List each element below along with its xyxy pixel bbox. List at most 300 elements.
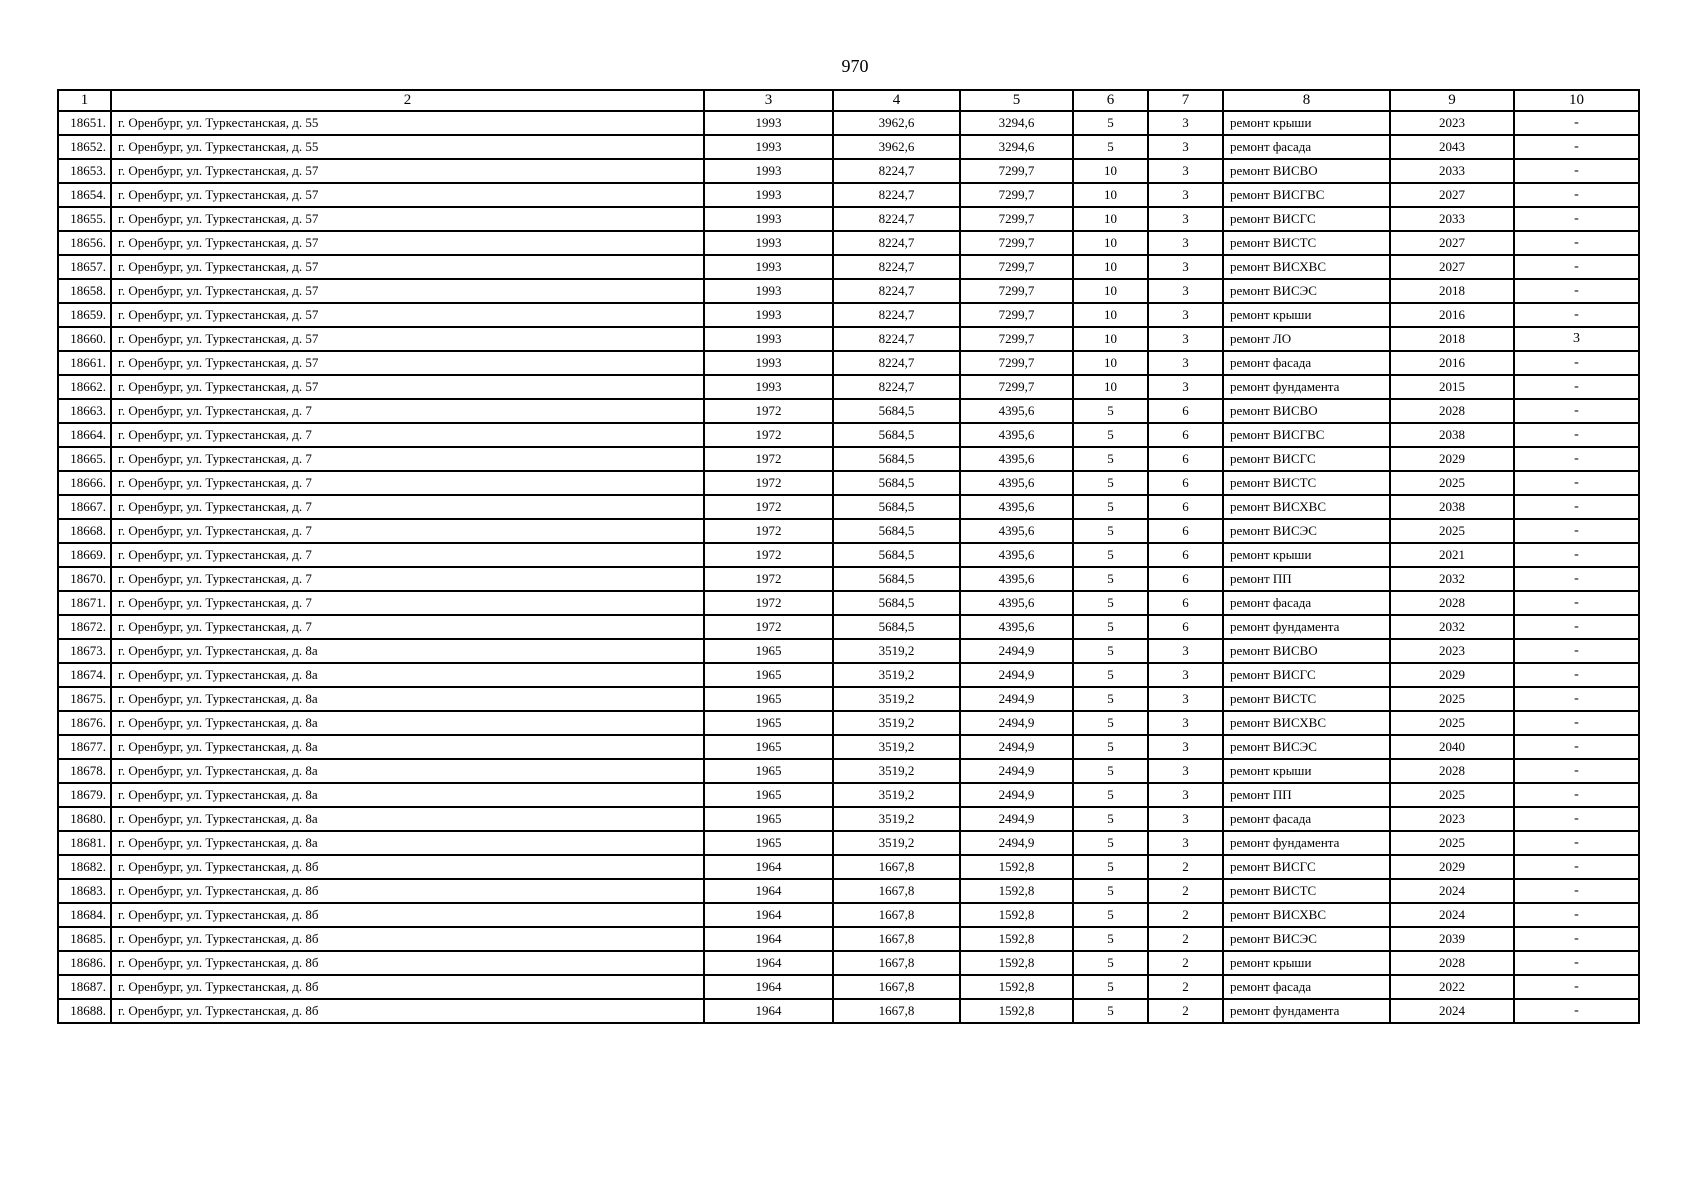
cell-planned-year: 2025: [1390, 831, 1514, 855]
cell-row-number: 18660.: [58, 327, 111, 351]
cell-build-year: 1972: [704, 519, 833, 543]
cell-floors: 5: [1073, 567, 1148, 591]
cell-floors: 5: [1073, 759, 1148, 783]
table-row: [58, 879, 1639, 903]
cell-address: г. Оренбург, ул. Туркестанская, д. 8а: [111, 735, 704, 759]
table-row: [58, 135, 1639, 159]
cell-total-area: 1667,8: [833, 903, 960, 927]
cell-build-year: 1993: [704, 351, 833, 375]
cell-living-area: 2494,9: [960, 783, 1073, 807]
cell-work-type: ремонт ВИСГВС: [1223, 183, 1390, 207]
cell-row-number: 18658.: [58, 279, 111, 303]
cell-work-type: ремонт фасада: [1223, 351, 1390, 375]
cell-floors: 5: [1073, 423, 1148, 447]
header-row: [58, 90, 1639, 111]
cell-note: -: [1514, 879, 1639, 903]
cell-entrances: 3: [1148, 159, 1223, 183]
cell-note: -: [1514, 375, 1639, 399]
cell-work-type: ремонт ВИСГВС: [1223, 423, 1390, 447]
table-row: [58, 351, 1639, 375]
cell-address: г. Оренбург, ул. Туркестанская, д. 7: [111, 471, 704, 495]
cell-address: г. Оренбург, ул. Туркестанская, д. 57: [111, 207, 704, 231]
cell-build-year: 1972: [704, 471, 833, 495]
cell-row-number: 18657.: [58, 255, 111, 279]
cell-address: г. Оренбург, ул. Туркестанская, д. 57: [111, 279, 704, 303]
table-row: [58, 687, 1639, 711]
table-row: [58, 855, 1639, 879]
cell-row-number: 18664.: [58, 423, 111, 447]
cell-planned-year: 2038: [1390, 495, 1514, 519]
cell-row-number: 18671.: [58, 591, 111, 615]
cell-note: -: [1514, 135, 1639, 159]
cell-planned-year: 2029: [1390, 447, 1514, 471]
table-row: [58, 711, 1639, 735]
cell-note: -: [1514, 183, 1639, 207]
cell-entrances: 3: [1148, 759, 1223, 783]
cell-floors: 5: [1073, 591, 1148, 615]
cell-work-type: ремонт крыши: [1223, 951, 1390, 975]
table-row: [58, 999, 1639, 1023]
cell-planned-year: 2024: [1390, 903, 1514, 927]
cell-planned-year: 2025: [1390, 687, 1514, 711]
table-row: [58, 495, 1639, 519]
cell-build-year: 1972: [704, 615, 833, 639]
cell-address: г. Оренбург, ул. Туркестанская, д. 57: [111, 375, 704, 399]
cell-work-type: ремонт ПП: [1223, 783, 1390, 807]
cell-entrances: 3: [1148, 303, 1223, 327]
cell-note: -: [1514, 495, 1639, 519]
cell-row-number: 18682.: [58, 855, 111, 879]
cell-living-area: 4395,6: [960, 591, 1073, 615]
cell-build-year: 1964: [704, 903, 833, 927]
cell-work-type: ремонт ВИСТС: [1223, 879, 1390, 903]
cell-living-area: 4395,6: [960, 567, 1073, 591]
cell-planned-year: 2027: [1390, 231, 1514, 255]
cell-planned-year: 2023: [1390, 111, 1514, 135]
cell-build-year: 1965: [704, 687, 833, 711]
cell-total-area: 5684,5: [833, 543, 960, 567]
cell-total-area: 1667,8: [833, 999, 960, 1023]
cell-total-area: 1667,8: [833, 855, 960, 879]
cell-build-year: 1993: [704, 279, 833, 303]
cell-entrances: 3: [1148, 375, 1223, 399]
cell-floors: 5: [1073, 447, 1148, 471]
cell-row-number: 18685.: [58, 927, 111, 951]
cell-build-year: 1964: [704, 855, 833, 879]
cell-address: г. Оренбург, ул. Туркестанская, д. 57: [111, 351, 704, 375]
cell-address: г. Оренбург, ул. Туркестанская, д. 55: [111, 111, 704, 135]
cell-build-year: 1972: [704, 543, 833, 567]
cell-address: г. Оренбург, ул. Туркестанская, д. 8б: [111, 927, 704, 951]
cell-entrances: 2: [1148, 975, 1223, 999]
cell-build-year: 1993: [704, 111, 833, 135]
cell-work-type: ремонт ЛО: [1223, 327, 1390, 351]
cell-note: -: [1514, 951, 1639, 975]
table-row: [58, 615, 1639, 639]
cell-build-year: 1965: [704, 711, 833, 735]
cell-living-area: 7299,7: [960, 159, 1073, 183]
cell-row-number: 18674.: [58, 663, 111, 687]
cell-address: г. Оренбург, ул. Туркестанская, д. 7: [111, 591, 704, 615]
cell-work-type: ремонт ВИСВО: [1223, 159, 1390, 183]
cell-note: -: [1514, 423, 1639, 447]
cell-build-year: 1965: [704, 783, 833, 807]
cell-address: г. Оренбург, ул. Туркестанская, д. 7: [111, 519, 704, 543]
cell-build-year: 1972: [704, 591, 833, 615]
cell-address: г. Оренбург, ул. Туркестанская, д. 7: [111, 447, 704, 471]
cell-entrances: 6: [1148, 615, 1223, 639]
cell-row-number: 18654.: [58, 183, 111, 207]
cell-work-type: ремонт фундамента: [1223, 831, 1390, 855]
cell-note: -: [1514, 975, 1639, 999]
cell-note: -: [1514, 807, 1639, 831]
cell-living-area: 2494,9: [960, 639, 1073, 663]
cell-row-number: 18680.: [58, 807, 111, 831]
cell-work-type: ремонт крыши: [1223, 111, 1390, 135]
cell-floors: 10: [1073, 183, 1148, 207]
cell-floors: 5: [1073, 471, 1148, 495]
cell-work-type: ремонт фундамента: [1223, 375, 1390, 399]
cell-row-number: 18651.: [58, 111, 111, 135]
cell-living-area: 7299,7: [960, 279, 1073, 303]
cell-floors: 5: [1073, 111, 1148, 135]
cell-work-type: ремонт ВИСВО: [1223, 639, 1390, 663]
cell-living-area: 4395,6: [960, 423, 1073, 447]
cell-living-area: 2494,9: [960, 735, 1073, 759]
cell-note: -: [1514, 279, 1639, 303]
cell-entrances: 3: [1148, 183, 1223, 207]
table-row: [58, 975, 1639, 999]
cell-build-year: 1972: [704, 447, 833, 471]
cell-planned-year: 2038: [1390, 423, 1514, 447]
cell-living-area: 7299,7: [960, 255, 1073, 279]
cell-address: г. Оренбург, ул. Туркестанская, д. 8б: [111, 879, 704, 903]
cell-planned-year: 2025: [1390, 783, 1514, 807]
cell-entrances: 3: [1148, 255, 1223, 279]
cell-build-year: 1965: [704, 759, 833, 783]
cell-address: г. Оренбург, ул. Туркестанская, д. 55: [111, 135, 704, 159]
cell-total-area: 5684,5: [833, 399, 960, 423]
cell-floors: 5: [1073, 735, 1148, 759]
cell-living-area: 4395,6: [960, 519, 1073, 543]
cell-entrances: 6: [1148, 519, 1223, 543]
cell-planned-year: 2033: [1390, 207, 1514, 231]
cell-work-type: ремонт ВИСХВС: [1223, 711, 1390, 735]
cell-floors: 5: [1073, 903, 1148, 927]
cell-entrances: 6: [1148, 399, 1223, 423]
cell-row-number: 18656.: [58, 231, 111, 255]
cell-living-area: 1592,8: [960, 975, 1073, 999]
cell-total-area: 1667,8: [833, 927, 960, 951]
cell-planned-year: 2015: [1390, 375, 1514, 399]
cell-entrances: 3: [1148, 807, 1223, 831]
cell-build-year: 1964: [704, 951, 833, 975]
table-row: [58, 183, 1639, 207]
table-row: [58, 951, 1639, 975]
table-row: [58, 759, 1639, 783]
cell-entrances: 2: [1148, 903, 1223, 927]
table-row: [58, 375, 1639, 399]
cell-living-area: 7299,7: [960, 231, 1073, 255]
cell-entrances: 6: [1148, 591, 1223, 615]
cell-build-year: 1964: [704, 975, 833, 999]
cell-address: г. Оренбург, ул. Туркестанская, д. 7: [111, 495, 704, 519]
cell-work-type: ремонт ВИСЭС: [1223, 519, 1390, 543]
column-header-6: 6: [1073, 90, 1148, 111]
cell-floors: 10: [1073, 375, 1148, 399]
cell-floors: 5: [1073, 711, 1148, 735]
cell-living-area: 4395,6: [960, 471, 1073, 495]
cell-floors: 5: [1073, 519, 1148, 543]
cell-total-area: 8224,7: [833, 375, 960, 399]
cell-row-number: 18684.: [58, 903, 111, 927]
cell-living-area: 2494,9: [960, 687, 1073, 711]
cell-total-area: 8224,7: [833, 231, 960, 255]
cell-entrances: 6: [1148, 567, 1223, 591]
cell-note: -: [1514, 687, 1639, 711]
table-row: [58, 327, 1639, 351]
cell-planned-year: 2027: [1390, 183, 1514, 207]
cell-address: г. Оренбург, ул. Туркестанская, д. 8а: [111, 759, 704, 783]
cell-build-year: 1993: [704, 303, 833, 327]
cell-row-number: 18662.: [58, 375, 111, 399]
cell-build-year: 1965: [704, 831, 833, 855]
cell-note: -: [1514, 519, 1639, 543]
cell-build-year: 1993: [704, 159, 833, 183]
cell-total-area: 3519,2: [833, 663, 960, 687]
cell-entrances: 3: [1148, 111, 1223, 135]
cell-floors: 10: [1073, 351, 1148, 375]
table-row: [58, 447, 1639, 471]
cell-build-year: 1965: [704, 807, 833, 831]
cell-address: г. Оренбург, ул. Туркестанская, д. 8а: [111, 783, 704, 807]
cell-living-area: 3294,6: [960, 111, 1073, 135]
page-number: 970: [841, 56, 869, 76]
cell-work-type: ремонт ВИСТС: [1223, 231, 1390, 255]
cell-entrances: 3: [1148, 639, 1223, 663]
cell-work-type: ремонт ВИСГС: [1223, 663, 1390, 687]
cell-row-number: 18666.: [58, 471, 111, 495]
cell-entrances: 3: [1148, 279, 1223, 303]
cell-floors: 10: [1073, 327, 1148, 351]
cell-entrances: 6: [1148, 471, 1223, 495]
cell-entrances: 3: [1148, 711, 1223, 735]
cell-work-type: ремонт фасада: [1223, 135, 1390, 159]
table-row: [58, 783, 1639, 807]
cell-entrances: 3: [1148, 135, 1223, 159]
cell-total-area: 8224,7: [833, 255, 960, 279]
cell-work-type: ремонт ВИСГС: [1223, 855, 1390, 879]
repair-schedule-table: [57, 89, 1640, 1024]
cell-living-area: 2494,9: [960, 807, 1073, 831]
table-row: [58, 567, 1639, 591]
cell-total-area: 3519,2: [833, 759, 960, 783]
table-row: [58, 111, 1639, 135]
cell-build-year: 1993: [704, 183, 833, 207]
cell-total-area: 3519,2: [833, 735, 960, 759]
cell-build-year: 1964: [704, 999, 833, 1023]
cell-row-number: 18670.: [58, 567, 111, 591]
cell-row-number: 18681.: [58, 831, 111, 855]
cell-total-area: 8224,7: [833, 327, 960, 351]
table-row: [58, 543, 1639, 567]
table-row: [58, 663, 1639, 687]
cell-floors: 5: [1073, 399, 1148, 423]
table-row: [58, 207, 1639, 231]
cell-note: -: [1514, 231, 1639, 255]
cell-row-number: 18668.: [58, 519, 111, 543]
cell-row-number: 18688.: [58, 999, 111, 1023]
cell-planned-year: 2040: [1390, 735, 1514, 759]
cell-floors: 5: [1073, 999, 1148, 1023]
cell-living-area: 4395,6: [960, 615, 1073, 639]
cell-total-area: 3519,2: [833, 831, 960, 855]
cell-address: г. Оренбург, ул. Туркестанская, д. 8б: [111, 951, 704, 975]
cell-note: -: [1514, 591, 1639, 615]
cell-work-type: ремонт ВИСТС: [1223, 687, 1390, 711]
cell-total-area: 3962,6: [833, 111, 960, 135]
table-body: [58, 111, 1639, 1023]
cell-work-type: ремонт ВИСГС: [1223, 207, 1390, 231]
cell-address: г. Оренбург, ул. Туркестанская, д. 8б: [111, 999, 704, 1023]
cell-address: г. Оренбург, ул. Туркестанская, д. 7: [111, 615, 704, 639]
cell-address: г. Оренбург, ул. Туркестанская, д. 57: [111, 183, 704, 207]
cell-entrances: 3: [1148, 231, 1223, 255]
cell-floors: 5: [1073, 687, 1148, 711]
cell-planned-year: 2025: [1390, 519, 1514, 543]
cell-note: -: [1514, 711, 1639, 735]
cell-work-type: ремонт фасада: [1223, 591, 1390, 615]
cell-living-area: 4395,6: [960, 447, 1073, 471]
cell-living-area: 1592,8: [960, 951, 1073, 975]
cell-planned-year: 2028: [1390, 759, 1514, 783]
cell-living-area: 7299,7: [960, 207, 1073, 231]
cell-living-area: 2494,9: [960, 759, 1073, 783]
table-row: [58, 159, 1639, 183]
cell-note: -: [1514, 351, 1639, 375]
cell-total-area: 3519,2: [833, 783, 960, 807]
cell-build-year: 1972: [704, 399, 833, 423]
table-row: [58, 735, 1639, 759]
cell-address: г. Оренбург, ул. Туркестанская, д. 57: [111, 231, 704, 255]
cell-floors: 10: [1073, 231, 1148, 255]
cell-note: -: [1514, 447, 1639, 471]
cell-note: -: [1514, 735, 1639, 759]
cell-address: г. Оренбург, ул. Туркестанская, д. 57: [111, 255, 704, 279]
table-row: [58, 231, 1639, 255]
cell-living-area: 2494,9: [960, 663, 1073, 687]
cell-living-area: 1592,8: [960, 999, 1073, 1023]
cell-build-year: 1993: [704, 135, 833, 159]
cell-planned-year: 2028: [1390, 591, 1514, 615]
cell-planned-year: 2032: [1390, 615, 1514, 639]
cell-entrances: 2: [1148, 879, 1223, 903]
cell-work-type: ремонт фасада: [1223, 807, 1390, 831]
cell-living-area: 1592,8: [960, 927, 1073, 951]
cell-row-number: 18676.: [58, 711, 111, 735]
cell-planned-year: 2032: [1390, 567, 1514, 591]
cell-build-year: 1993: [704, 207, 833, 231]
cell-entrances: 6: [1148, 495, 1223, 519]
cell-note: 3: [1514, 327, 1639, 351]
cell-note: -: [1514, 567, 1639, 591]
cell-floors: 5: [1073, 615, 1148, 639]
cell-address: г. Оренбург, ул. Туркестанская, д. 8а: [111, 639, 704, 663]
cell-note: -: [1514, 207, 1639, 231]
cell-floors: 5: [1073, 855, 1148, 879]
cell-planned-year: 2018: [1390, 327, 1514, 351]
cell-entrances: 6: [1148, 543, 1223, 567]
column-header-2: 2: [111, 90, 704, 111]
cell-build-year: 1993: [704, 327, 833, 351]
cell-total-area: 5684,5: [833, 423, 960, 447]
cell-planned-year: 2024: [1390, 879, 1514, 903]
cell-total-area: 5684,5: [833, 567, 960, 591]
cell-total-area: 1667,8: [833, 951, 960, 975]
cell-address: г. Оренбург, ул. Туркестанская, д. 8б: [111, 903, 704, 927]
cell-total-area: 3519,2: [833, 711, 960, 735]
cell-living-area: 7299,7: [960, 351, 1073, 375]
cell-row-number: 18655.: [58, 207, 111, 231]
cell-row-number: 18652.: [58, 135, 111, 159]
cell-planned-year: 2016: [1390, 351, 1514, 375]
cell-address: г. Оренбург, ул. Туркестанская, д. 8а: [111, 831, 704, 855]
cell-row-number: 18653.: [58, 159, 111, 183]
cell-work-type: ремонт крыши: [1223, 543, 1390, 567]
cell-planned-year: 2022: [1390, 975, 1514, 999]
cell-entrances: 3: [1148, 831, 1223, 855]
cell-note: -: [1514, 399, 1639, 423]
cell-total-area: 5684,5: [833, 519, 960, 543]
cell-address: г. Оренбург, ул. Туркестанская, д. 7: [111, 423, 704, 447]
cell-work-type: ремонт ВИСТС: [1223, 471, 1390, 495]
cell-note: -: [1514, 927, 1639, 951]
cell-row-number: 18659.: [58, 303, 111, 327]
cell-row-number: 18679.: [58, 783, 111, 807]
cell-note: -: [1514, 303, 1639, 327]
cell-floors: 5: [1073, 639, 1148, 663]
cell-entrances: 3: [1148, 327, 1223, 351]
column-header-3: 3: [704, 90, 833, 111]
cell-entrances: 3: [1148, 687, 1223, 711]
cell-row-number: 18669.: [58, 543, 111, 567]
cell-planned-year: 2016: [1390, 303, 1514, 327]
cell-build-year: 1993: [704, 375, 833, 399]
cell-floors: 5: [1073, 663, 1148, 687]
cell-entrances: 2: [1148, 855, 1223, 879]
cell-address: г. Оренбург, ул. Туркестанская, д. 8а: [111, 711, 704, 735]
column-header-7: 7: [1148, 90, 1223, 111]
cell-build-year: 1964: [704, 879, 833, 903]
cell-row-number: 18687.: [58, 975, 111, 999]
cell-floors: 5: [1073, 543, 1148, 567]
cell-build-year: 1972: [704, 495, 833, 519]
cell-entrances: 3: [1148, 783, 1223, 807]
column-header-8: 8: [1223, 90, 1390, 111]
cell-build-year: 1993: [704, 255, 833, 279]
cell-note: -: [1514, 639, 1639, 663]
column-header-9: 9: [1390, 90, 1514, 111]
cell-work-type: ремонт ВИСЭС: [1223, 735, 1390, 759]
cell-work-type: ремонт крыши: [1223, 759, 1390, 783]
cell-work-type: ремонт фундамента: [1223, 615, 1390, 639]
cell-note: -: [1514, 663, 1639, 687]
cell-planned-year: 2023: [1390, 807, 1514, 831]
cell-total-area: 5684,5: [833, 495, 960, 519]
cell-work-type: ремонт ПП: [1223, 567, 1390, 591]
cell-row-number: 18661.: [58, 351, 111, 375]
cell-total-area: 5684,5: [833, 591, 960, 615]
